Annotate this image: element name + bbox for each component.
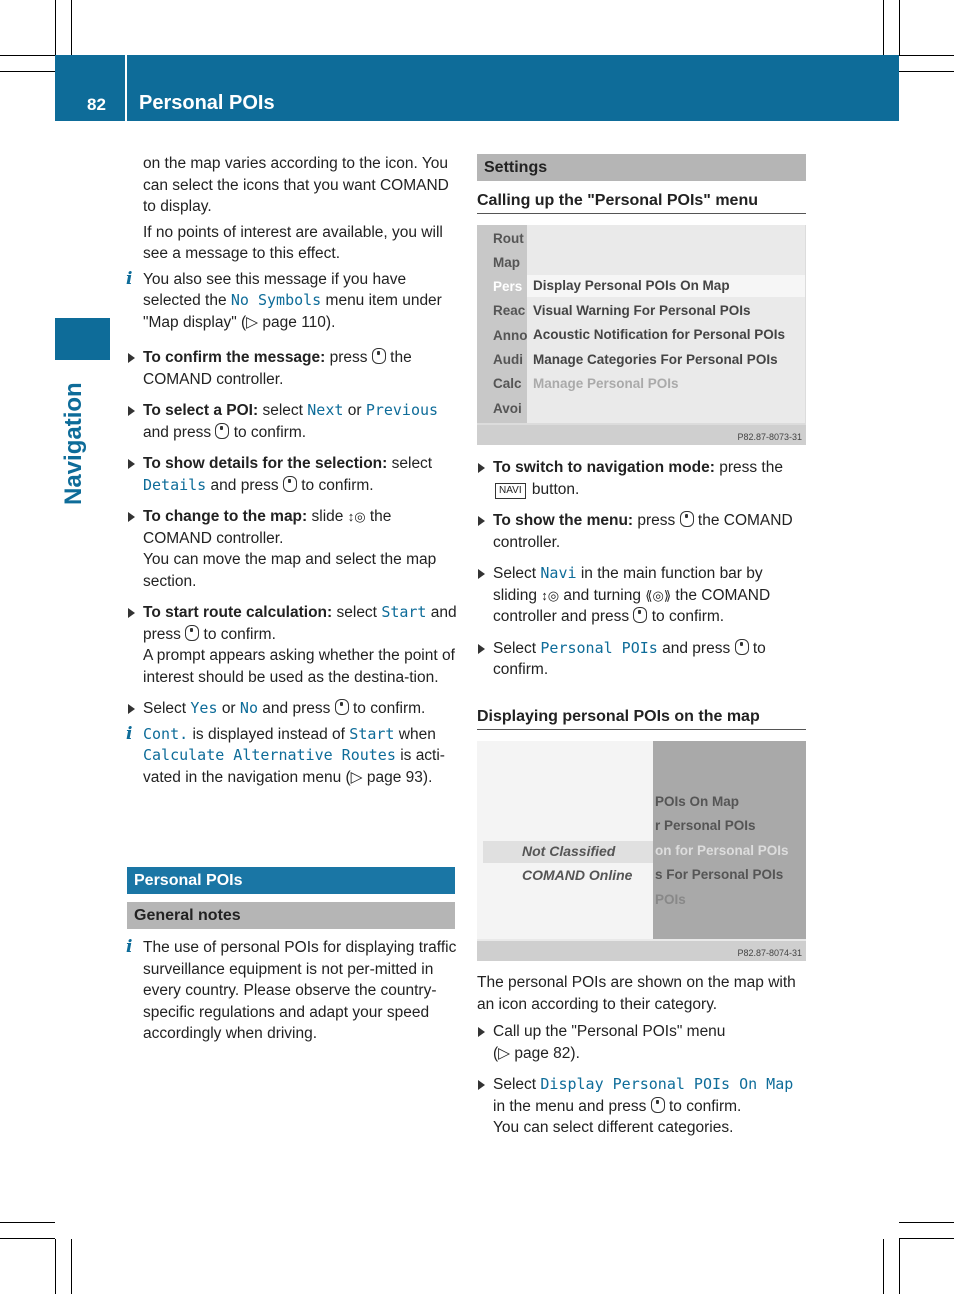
category-item-label: COMAND Online bbox=[522, 867, 633, 883]
step: To show details for the selection: select Details and press to confirm. bbox=[143, 453, 457, 496]
step: Select Display Personal POIs On Map in the menu and press to confirm. You can select different categories. bbox=[493, 1074, 807, 1139]
step: To show the menu: press the COMAND controller. bbox=[493, 510, 807, 553]
press-controller-icon bbox=[680, 511, 694, 527]
subsection-heading: Displaying personal POIs on the map bbox=[477, 708, 806, 730]
info-icon: i bbox=[126, 268, 133, 289]
crop-mark bbox=[0, 1222, 55, 1223]
step: To select a POI: select Next or Previous and press to confirm. bbox=[143, 400, 457, 443]
menu-item-code: No Symbols bbox=[230, 291, 322, 309]
bullet-arrow-icon bbox=[128, 406, 135, 416]
navi-button-icon: NAVI bbox=[495, 483, 526, 499]
info-icon: i bbox=[126, 723, 133, 744]
right-steps-1 bbox=[493, 457, 807, 691]
right-steps-2 bbox=[477, 972, 807, 1149]
step: To switch to navigation mode: press the NAVI button. bbox=[493, 457, 807, 500]
bullet-arrow-icon bbox=[128, 459, 135, 469]
bullet-arrow-icon bbox=[128, 608, 135, 618]
section-heading: Settings bbox=[477, 154, 806, 181]
paragraph: on the map varies according to the icon. You can select the icons that you want COMAND to display. bbox=[143, 155, 449, 215]
crop-mark bbox=[71, 0, 72, 55]
info-note: i The use of personal POIs for displaying traffic surveillance equipment is not per-mitted in every country. Please observe the country-specific regulations and adapt your speed accordingly when driving. bbox=[126, 937, 457, 1042]
screenshot-category-list: Not Classified COMAND Online POIs On Map r Personal POIs on for Personal POIs s For Personal POIs POIs P82.87-8074-31 bbox=[477, 741, 806, 961]
submenu-list: Display Personal POIs On Map Visual Warning For Personal POIs Acoustic Notification for Personal POIs Manage Categories For Personal POIs Manage Personal POIs bbox=[527, 225, 805, 423]
step: To change to the map: slide ↕◎ the COMAND controller. You can move the map and select the map section. bbox=[143, 506, 457, 592]
crop-mark bbox=[899, 55, 954, 56]
step: Call up the "Personal POIs" menu (▷ page 82). bbox=[493, 1021, 807, 1064]
category-item-label: Not Classified bbox=[522, 843, 616, 859]
press-controller-icon bbox=[735, 639, 749, 655]
crop-mark bbox=[899, 71, 954, 72]
slide-controller-icon: ↕◎ bbox=[541, 587, 560, 603]
left-column bbox=[126, 153, 457, 794]
press-controller-icon bbox=[335, 699, 349, 715]
crop-mark bbox=[0, 71, 55, 72]
step: Select Navi in the main function bar by sliding ↕◎ and turning ⟪◎⟫ the COMAND controller and press to confirm. bbox=[493, 563, 807, 628]
paragraph: The personal POIs are shown on the map with an icon according to their category. bbox=[477, 974, 796, 1013]
bullet-arrow-icon bbox=[128, 353, 135, 363]
turn-controller-icon: ⟪◎⟫ bbox=[645, 587, 672, 603]
info-icon: i bbox=[126, 937, 133, 957]
side-section-label: Navigation bbox=[60, 382, 87, 505]
crop-mark bbox=[899, 0, 900, 55]
section-heading: Personal POIs bbox=[127, 867, 455, 894]
crop-mark bbox=[0, 1238, 55, 1239]
page-title: Personal POIs bbox=[139, 92, 275, 114]
bullet-arrow-icon bbox=[128, 512, 135, 522]
crop-mark bbox=[55, 1239, 56, 1294]
press-controller-icon bbox=[633, 607, 647, 623]
press-controller-icon bbox=[215, 423, 229, 439]
slide-controller-icon: ↕◎ bbox=[347, 509, 366, 524]
crop-mark bbox=[55, 0, 56, 55]
bullet-arrow-icon bbox=[478, 1027, 485, 1037]
info-note: i Cont. is displayed instead of Start when Calculate Alternative Routes is acti-vated in the navigation menu (▷ page 93). bbox=[126, 723, 445, 786]
step: To start route calculation: select Start and press to confirm. A prompt appears asking whether the point of interest should be used as the destina-tion. bbox=[143, 602, 457, 688]
crop-mark bbox=[71, 1239, 72, 1294]
step: Select Yes or No and press to confirm. bbox=[143, 698, 457, 720]
figure-code: P82.87-8074-31 bbox=[737, 948, 802, 958]
general-notes bbox=[126, 937, 457, 1051]
category-panel bbox=[477, 741, 653, 939]
press-controller-icon bbox=[283, 476, 297, 492]
crop-mark bbox=[899, 1238, 954, 1239]
screenshot-personal-pois-menu bbox=[477, 225, 806, 445]
crop-mark bbox=[883, 0, 884, 55]
crop-mark bbox=[899, 1222, 954, 1223]
page-header bbox=[55, 55, 899, 121]
crop-mark bbox=[0, 55, 55, 56]
info-note: i You also see this message if you have selected the No Symbols menu item under "Map display" (▷ page 110). bbox=[126, 268, 442, 331]
menu-panel bbox=[653, 741, 806, 939]
bullet-arrow-icon bbox=[128, 704, 135, 714]
crop-mark bbox=[883, 1239, 884, 1294]
main-menu-list: Rout Map Pers Reac Anno Audi Calc Avoi bbox=[477, 225, 527, 423]
bullet-arrow-icon bbox=[478, 463, 485, 473]
figure-code: P82.87-8073-31 bbox=[737, 432, 802, 442]
bullet-arrow-icon bbox=[478, 569, 485, 579]
subsection-heading: General notes bbox=[127, 902, 455, 929]
step: Select Personal POIs and press to confirm. bbox=[493, 638, 807, 681]
header-divider bbox=[125, 55, 127, 121]
crop-mark bbox=[899, 1239, 900, 1294]
press-controller-icon bbox=[651, 1097, 665, 1113]
press-controller-icon bbox=[185, 625, 199, 641]
bullet-arrow-icon bbox=[478, 644, 485, 654]
page-number: 82 bbox=[87, 95, 106, 114]
subsection-heading: Calling up the "Personal POIs" menu bbox=[477, 192, 806, 214]
press-controller-icon bbox=[372, 348, 386, 364]
bullet-arrow-icon bbox=[478, 516, 485, 526]
bullet-arrow-icon bbox=[478, 1080, 485, 1090]
paragraph: If no points of interest are available, you will see a message to this effect. bbox=[143, 223, 443, 262]
step: To confirm the message: press the COMAND controller. bbox=[143, 347, 457, 390]
